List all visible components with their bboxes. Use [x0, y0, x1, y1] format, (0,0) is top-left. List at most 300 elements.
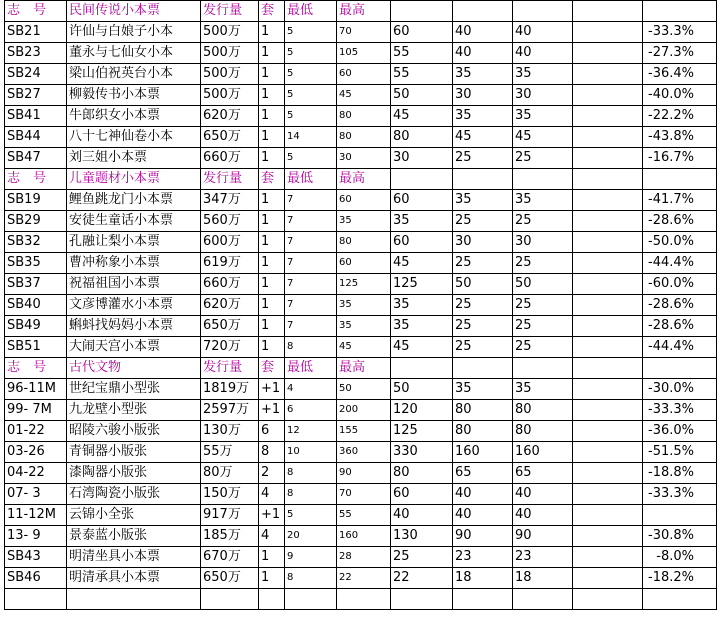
- header-set-count: 套: [259, 1, 285, 22]
- header-price-b: [453, 169, 513, 190]
- cell-lowest-price: 9: [285, 547, 337, 568]
- cell-price-c: 40: [513, 505, 573, 526]
- cell-blank: [573, 127, 643, 148]
- cell-lowest-price: 6: [285, 400, 337, 421]
- cell-price-b: 90: [453, 526, 513, 547]
- cell-change-percent: -51.5%: [643, 442, 717, 463]
- cell-change-percent: -43.8%: [643, 127, 717, 148]
- cell-lowest-price: 8: [285, 337, 337, 358]
- cell-set-count: 1: [259, 274, 285, 295]
- cell-set-count: 1: [259, 43, 285, 64]
- table-row: [5, 295, 717, 316]
- cell-blank: [573, 484, 643, 505]
- cell-stamp-name: 梁山伯祝英台小本: [67, 64, 201, 85]
- cell-price-c: 40: [513, 43, 573, 64]
- cell-set-count: +1: [259, 379, 285, 400]
- header-set-count: 套: [259, 358, 285, 379]
- cell-highest-price: 60: [337, 253, 391, 274]
- cell-stamp-name: 柳毅传书小本票: [67, 85, 201, 106]
- cell-price-a: [391, 589, 453, 610]
- cell-price-a: 120: [391, 400, 453, 421]
- cell-price-a: 125: [391, 421, 453, 442]
- cell-lowest-price: 7: [285, 190, 337, 211]
- cell-change-percent: -50.0%: [643, 232, 717, 253]
- cell-stamp-name: 大闹天宫小本票: [67, 337, 201, 358]
- cell-price-c: 35: [513, 106, 573, 127]
- cell-price-c: 90: [513, 526, 573, 547]
- cell-price-b: 25: [453, 337, 513, 358]
- cell-stamp-name: 青铜器小版张: [67, 442, 201, 463]
- header-stamp-code: 志 号: [5, 358, 67, 379]
- header-set-count: 套: [259, 169, 285, 190]
- cell-set-count: 1: [259, 211, 285, 232]
- cell-stamp-name: 漆陶器小版张: [67, 463, 201, 484]
- header-highest-price: 最高: [337, 358, 391, 379]
- cell-price-c: 30: [513, 232, 573, 253]
- cell-stamp-name: [67, 589, 201, 610]
- cell-circulation: 560万: [201, 211, 259, 232]
- cell-stamp-code: 99- 7M: [5, 400, 67, 421]
- cell-price-c: 40: [513, 484, 573, 505]
- cell-stamp-code: 03-26: [5, 442, 67, 463]
- cell-price-a: 130: [391, 526, 453, 547]
- cell-lowest-price: 8: [285, 568, 337, 589]
- cell-price-c: 35: [513, 190, 573, 211]
- cell-set-count: 1: [259, 568, 285, 589]
- cell-price-b: 80: [453, 400, 513, 421]
- cell-circulation: 150万: [201, 484, 259, 505]
- cell-stamp-name: 许仙与白娘子小本: [67, 22, 201, 43]
- cell-lowest-price: 5: [285, 22, 337, 43]
- header-change-percent: [643, 358, 717, 379]
- cell-circulation: 347万: [201, 190, 259, 211]
- cell-stamp-code: SB29: [5, 211, 67, 232]
- cell-stamp-name: 文彦博灌水小本票: [67, 295, 201, 316]
- cell-price-b: 25: [453, 316, 513, 337]
- cell-circulation: 55万: [201, 442, 259, 463]
- cell-price-b: 50: [453, 274, 513, 295]
- cell-price-a: 55: [391, 43, 453, 64]
- cell-set-count: +1: [259, 505, 285, 526]
- cell-circulation: 1819万: [201, 379, 259, 400]
- cell-set-count: 1: [259, 295, 285, 316]
- table-row: [5, 211, 717, 232]
- cell-set-count: 1: [259, 316, 285, 337]
- cell-price-c: 18: [513, 568, 573, 589]
- cell-circulation: 660万: [201, 274, 259, 295]
- table-row: [5, 589, 717, 610]
- cell-blank: [573, 295, 643, 316]
- section-header-row: [5, 1, 717, 22]
- cell-price-a: 60: [391, 190, 453, 211]
- cell-price-b: 40: [453, 484, 513, 505]
- cell-stamp-name: 鲤鱼跳龙门小本票: [67, 190, 201, 211]
- header-stamp-code: 志 号: [5, 1, 67, 22]
- header-price-a: [391, 1, 453, 22]
- table-row: [5, 64, 717, 85]
- cell-blank: [573, 211, 643, 232]
- cell-set-count: +1: [259, 400, 285, 421]
- cell-stamp-code: SB24: [5, 64, 67, 85]
- header-blank: [573, 169, 643, 190]
- cell-blank: [573, 547, 643, 568]
- header-lowest-price: 最低: [285, 358, 337, 379]
- cell-highest-price: 22: [337, 568, 391, 589]
- cell-highest-price: 50: [337, 379, 391, 400]
- table-row: [5, 106, 717, 127]
- header-highest-price: 最高: [337, 1, 391, 22]
- cell-highest-price: 80: [337, 127, 391, 148]
- cell-highest-price: 70: [337, 22, 391, 43]
- header-price-a: [391, 358, 453, 379]
- cell-lowest-price: 4: [285, 379, 337, 400]
- cell-stamp-code: SB43: [5, 547, 67, 568]
- cell-price-a: 35: [391, 295, 453, 316]
- cell-highest-price: 125: [337, 274, 391, 295]
- cell-stamp-name: 安徒生童话小本票: [67, 211, 201, 232]
- table-row: [5, 484, 717, 505]
- cell-price-b: 80: [453, 421, 513, 442]
- header-blank: [573, 1, 643, 22]
- cell-stamp-name: 世纪宝鼎小型张: [67, 379, 201, 400]
- cell-stamp-code: SB49: [5, 316, 67, 337]
- cell-price-c: 25: [513, 211, 573, 232]
- cell-change-percent: -30.8%: [643, 526, 717, 547]
- cell-price-b: 35: [453, 64, 513, 85]
- header-stamp-code: 志 号: [5, 169, 67, 190]
- cell-stamp-code: SB47: [5, 148, 67, 169]
- header-circulation: 发行量: [201, 1, 259, 22]
- cell-change-percent: -8.0%: [643, 547, 717, 568]
- cell-price-b: 160: [453, 442, 513, 463]
- cell-set-count: [259, 589, 285, 610]
- cell-stamp-code: SB51: [5, 337, 67, 358]
- cell-blank: [573, 274, 643, 295]
- cell-circulation: 500万: [201, 85, 259, 106]
- cell-blank: [573, 253, 643, 274]
- cell-circulation: 80万: [201, 463, 259, 484]
- cell-blank: [573, 400, 643, 421]
- header-blank: [573, 358, 643, 379]
- header-lowest-price: 最低: [285, 1, 337, 22]
- cell-price-c: 40: [513, 22, 573, 43]
- cell-stamp-name: 曹冲称象小本票: [67, 253, 201, 274]
- table-row: [5, 568, 717, 589]
- cell-blank: [573, 316, 643, 337]
- cell-stamp-code: SB37: [5, 274, 67, 295]
- cell-change-percent: -44.4%: [643, 337, 717, 358]
- cell-circulation: 650万: [201, 316, 259, 337]
- cell-stamp-name: 云锦小全张: [67, 505, 201, 526]
- section-header-row: [5, 169, 717, 190]
- cell-change-percent: -18.8%: [643, 463, 717, 484]
- cell-price-c: 35: [513, 379, 573, 400]
- cell-price-a: 30: [391, 148, 453, 169]
- cell-stamp-code: 96-11M: [5, 379, 67, 400]
- table-row: [5, 253, 717, 274]
- cell-price-a: 50: [391, 379, 453, 400]
- cell-price-b: 18: [453, 568, 513, 589]
- cell-price-b: 25: [453, 148, 513, 169]
- cell-blank: [573, 106, 643, 127]
- header-price-c: [513, 358, 573, 379]
- cell-change-percent: -30.0%: [643, 379, 717, 400]
- cell-lowest-price: 5: [285, 85, 337, 106]
- cell-stamp-code: SB44: [5, 127, 67, 148]
- stamp-price-table: [4, 0, 717, 610]
- cell-lowest-price: 5: [285, 148, 337, 169]
- cell-lowest-price: 7: [285, 316, 337, 337]
- cell-set-count: 1: [259, 253, 285, 274]
- cell-change-percent: -28.6%: [643, 295, 717, 316]
- header-stamp-name: 儿童题材小本票: [67, 169, 201, 190]
- cell-stamp-code: SB27: [5, 85, 67, 106]
- cell-stamp-name: 祝福祖国小本票: [67, 274, 201, 295]
- cell-change-percent: -36.0%: [643, 421, 717, 442]
- cell-set-count: 1: [259, 190, 285, 211]
- cell-lowest-price: 5: [285, 106, 337, 127]
- header-change-percent: [643, 1, 717, 22]
- header-price-b: [453, 1, 513, 22]
- cell-highest-price: 80: [337, 106, 391, 127]
- header-circulation: 发行量: [201, 358, 259, 379]
- cell-stamp-code: SB35: [5, 253, 67, 274]
- cell-set-count: 1: [259, 547, 285, 568]
- cell-change-percent: -60.0%: [643, 274, 717, 295]
- cell-blank: [573, 22, 643, 43]
- section-header-row: [5, 358, 717, 379]
- cell-set-count: 1: [259, 337, 285, 358]
- cell-price-a: 25: [391, 547, 453, 568]
- cell-price-a: 40: [391, 505, 453, 526]
- cell-highest-price: 55: [337, 505, 391, 526]
- cell-circulation: 500万: [201, 43, 259, 64]
- cell-stamp-name: 明清坐具小本票: [67, 547, 201, 568]
- cell-stamp-name: 刘三姐小本票: [67, 148, 201, 169]
- cell-set-count: 6: [259, 421, 285, 442]
- cell-highest-price: 70: [337, 484, 391, 505]
- cell-blank: [573, 421, 643, 442]
- cell-set-count: 1: [259, 127, 285, 148]
- cell-change-percent: [643, 505, 717, 526]
- cell-lowest-price: 7: [285, 253, 337, 274]
- cell-set-count: 8: [259, 442, 285, 463]
- cell-blank: [573, 64, 643, 85]
- table-row: [5, 22, 717, 43]
- table-row: [5, 316, 717, 337]
- cell-price-a: 60: [391, 484, 453, 505]
- cell-highest-price: 30: [337, 148, 391, 169]
- cell-price-c: 50: [513, 274, 573, 295]
- cell-highest-price: 105: [337, 43, 391, 64]
- cell-change-percent: -28.6%: [643, 211, 717, 232]
- cell-circulation: 500万: [201, 22, 259, 43]
- cell-highest-price: 90: [337, 463, 391, 484]
- cell-lowest-price: 7: [285, 274, 337, 295]
- cell-circulation: 185万: [201, 526, 259, 547]
- table-row: [5, 505, 717, 526]
- cell-highest-price: [337, 589, 391, 610]
- cell-circulation: 620万: [201, 106, 259, 127]
- cell-price-b: 25: [453, 253, 513, 274]
- cell-lowest-price: 8: [285, 484, 337, 505]
- cell-highest-price: 60: [337, 64, 391, 85]
- cell-price-a: 35: [391, 316, 453, 337]
- cell-change-percent: -28.6%: [643, 316, 717, 337]
- cell-stamp-code: SB40: [5, 295, 67, 316]
- cell-stamp-code: 07- 3: [5, 484, 67, 505]
- cell-blank: [573, 505, 643, 526]
- cell-price-c: 25: [513, 295, 573, 316]
- cell-stamp-name: 九龙壁小型张: [67, 400, 201, 421]
- cell-stamp-code: SB32: [5, 232, 67, 253]
- cell-blank: [573, 463, 643, 484]
- cell-highest-price: 45: [337, 85, 391, 106]
- cell-blank: [573, 568, 643, 589]
- cell-lowest-price: 14: [285, 127, 337, 148]
- cell-circulation: 620万: [201, 295, 259, 316]
- cell-price-a: 45: [391, 106, 453, 127]
- cell-price-c: 30: [513, 85, 573, 106]
- table-row: [5, 148, 717, 169]
- cell-lowest-price: 7: [285, 295, 337, 316]
- cell-price-b: 23: [453, 547, 513, 568]
- table-row: [5, 379, 717, 400]
- cell-price-c: 25: [513, 148, 573, 169]
- cell-circulation: 130万: [201, 421, 259, 442]
- cell-stamp-name: 昭陵六骏小版张: [67, 421, 201, 442]
- cell-lowest-price: 5: [285, 64, 337, 85]
- cell-lowest-price: 7: [285, 232, 337, 253]
- cell-stamp-name: 明清承具小本票: [67, 568, 201, 589]
- cell-price-b: 40: [453, 505, 513, 526]
- cell-circulation: 600万: [201, 232, 259, 253]
- cell-price-a: 80: [391, 463, 453, 484]
- cell-set-count: 1: [259, 22, 285, 43]
- cell-price-b: 30: [453, 85, 513, 106]
- table-row: [5, 232, 717, 253]
- cell-price-b: 40: [453, 22, 513, 43]
- cell-price-a: 55: [391, 64, 453, 85]
- cell-stamp-code: SB41: [5, 106, 67, 127]
- cell-stamp-name: 董永与七仙女小本: [67, 43, 201, 64]
- cell-price-c: 25: [513, 337, 573, 358]
- cell-highest-price: 35: [337, 316, 391, 337]
- table-row: [5, 337, 717, 358]
- cell-blank: [573, 232, 643, 253]
- table-row: [5, 421, 717, 442]
- cell-stamp-code: 13- 9: [5, 526, 67, 547]
- cell-set-count: 1: [259, 85, 285, 106]
- cell-circulation: 670万: [201, 547, 259, 568]
- cell-circulation: 650万: [201, 568, 259, 589]
- cell-lowest-price: 7: [285, 211, 337, 232]
- cell-circulation: 917万: [201, 505, 259, 526]
- cell-price-c: 65: [513, 463, 573, 484]
- header-stamp-name: 民间传说小本票: [67, 1, 201, 22]
- cell-circulation: 650万: [201, 127, 259, 148]
- cell-set-count: 1: [259, 148, 285, 169]
- cell-stamp-code: 11-12M: [5, 505, 67, 526]
- table-row: [5, 442, 717, 463]
- header-circulation: 发行量: [201, 169, 259, 190]
- cell-set-count: 4: [259, 526, 285, 547]
- cell-price-a: 330: [391, 442, 453, 463]
- cell-change-percent: -44.4%: [643, 253, 717, 274]
- table-row: [5, 127, 717, 148]
- table-row: [5, 547, 717, 568]
- cell-circulation: 619万: [201, 253, 259, 274]
- cell-change-percent: [643, 589, 717, 610]
- cell-highest-price: 35: [337, 295, 391, 316]
- cell-change-percent: -41.7%: [643, 190, 717, 211]
- cell-price-a: 60: [391, 232, 453, 253]
- header-stamp-name: 古代文物: [67, 358, 201, 379]
- cell-highest-price: 28: [337, 547, 391, 568]
- cell-change-percent: -33.3%: [643, 22, 717, 43]
- cell-stamp-code: SB21: [5, 22, 67, 43]
- cell-price-a: 80: [391, 127, 453, 148]
- cell-stamp-code: 01-22: [5, 421, 67, 442]
- cell-price-c: 80: [513, 400, 573, 421]
- cell-price-c: 80: [513, 421, 573, 442]
- cell-blank: [573, 43, 643, 64]
- cell-price-a: 35: [391, 211, 453, 232]
- table-row: [5, 463, 717, 484]
- cell-price-c: 25: [513, 316, 573, 337]
- cell-lowest-price: 5: [285, 505, 337, 526]
- cell-price-a: 45: [391, 253, 453, 274]
- cell-stamp-name: 八十七神仙卷小本: [67, 127, 201, 148]
- table-row: [5, 43, 717, 64]
- cell-blank: [573, 148, 643, 169]
- cell-price-b: 30: [453, 232, 513, 253]
- cell-change-percent: -16.7%: [643, 148, 717, 169]
- cell-circulation: 500万: [201, 64, 259, 85]
- cell-price-c: 23: [513, 547, 573, 568]
- cell-highest-price: 35: [337, 211, 391, 232]
- cell-blank: [573, 190, 643, 211]
- table-row: [5, 85, 717, 106]
- cell-change-percent: -27.3%: [643, 43, 717, 64]
- cell-set-count: 1: [259, 64, 285, 85]
- cell-highest-price: 360: [337, 442, 391, 463]
- cell-stamp-code: [5, 589, 67, 610]
- cell-stamp-code: 04-22: [5, 463, 67, 484]
- header-price-b: [453, 358, 513, 379]
- cell-stamp-code: SB23: [5, 43, 67, 64]
- cell-stamp-name: 牛郎织女小本票: [67, 106, 201, 127]
- cell-highest-price: 60: [337, 190, 391, 211]
- cell-price-a: 60: [391, 22, 453, 43]
- cell-lowest-price: [285, 589, 337, 610]
- cell-highest-price: 160: [337, 526, 391, 547]
- cell-price-b: [453, 589, 513, 610]
- cell-change-percent: -36.4%: [643, 64, 717, 85]
- cell-circulation: 660万: [201, 148, 259, 169]
- header-price-c: [513, 169, 573, 190]
- cell-change-percent: -33.3%: [643, 400, 717, 421]
- cell-set-count: 1: [259, 232, 285, 253]
- header-lowest-price: 最低: [285, 169, 337, 190]
- cell-price-b: 25: [453, 295, 513, 316]
- cell-price-a: 45: [391, 337, 453, 358]
- cell-price-c: 160: [513, 442, 573, 463]
- cell-stamp-code: SB19: [5, 190, 67, 211]
- cell-stamp-name: 孔融让梨小本票: [67, 232, 201, 253]
- cell-price-c: 25: [513, 253, 573, 274]
- cell-lowest-price: 12: [285, 421, 337, 442]
